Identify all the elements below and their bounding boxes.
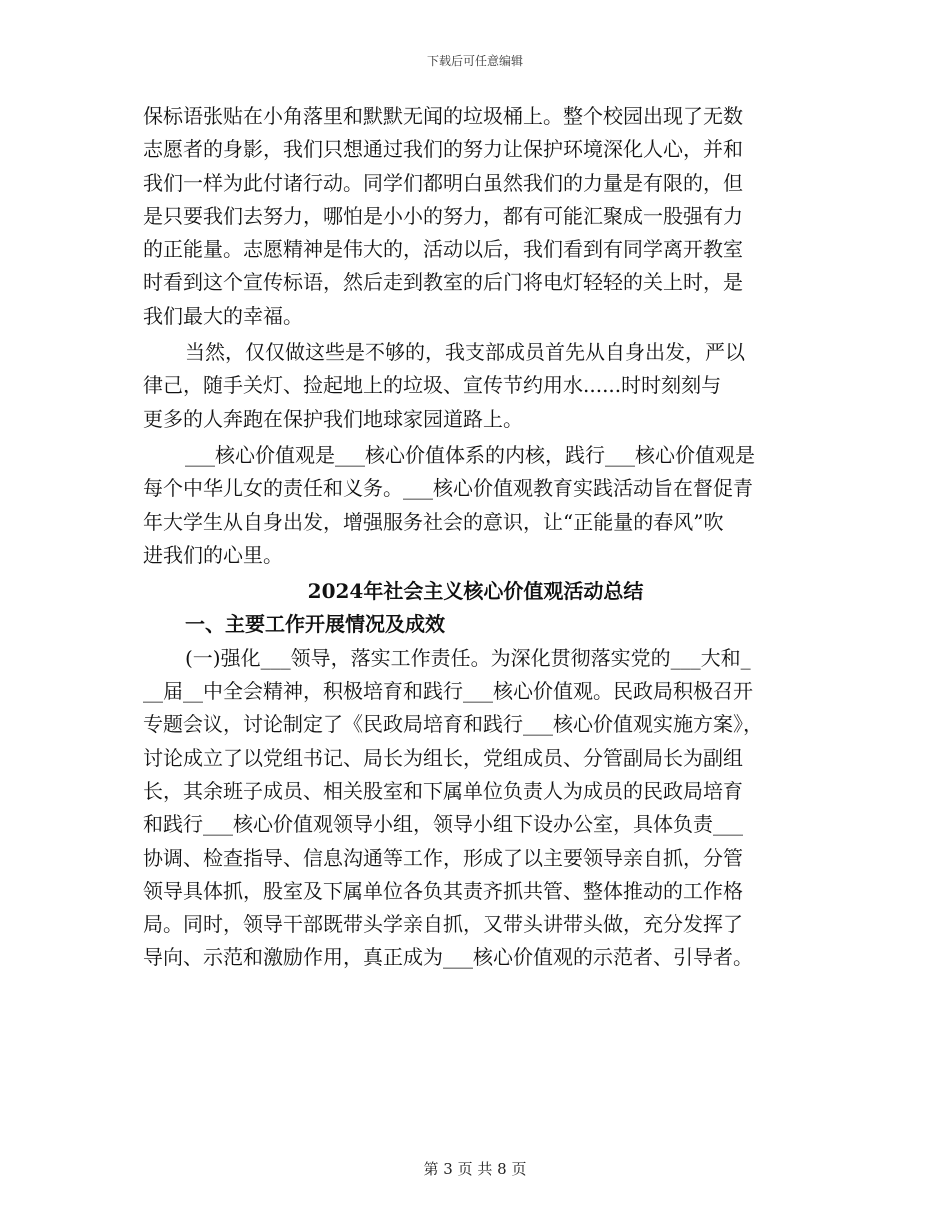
paragraph-3 — [143, 439, 808, 572]
paragraph-line: 专题会议，讨论制定了《民政局培育和践行___核心价值观实施方案》， — [143, 712, 763, 737]
paragraph-line: 导向、示范和激励作用，真正成为___核心价值观的示范者、引导者。 — [143, 945, 753, 970]
paragraph-line: 每个中华儿女的责任和义务。___核心价值观教育实践活动旨在督促青 — [143, 476, 753, 501]
paragraph-line: 和践行___核心价值观领导小组，领导小组下设办公室，具体负责___ — [143, 812, 743, 837]
paragraph-line: (一)强化___领导，落实工作责任。为深化贯彻落实党的___大和_ — [185, 645, 751, 670]
paragraph-line: 时看到这个宣传标语，然后走到教室的后门将电灯轻轻的关上时，是 — [143, 270, 743, 295]
paragraph-line: 的正能量。志愿精神是伟大的，活动以后，我们看到有同学离开教室 — [143, 237, 743, 262]
paragraph-line: 我们一样为此付诸行动。同学们都明白虽然我们的力量是有限的，但 — [143, 170, 743, 195]
page-footer: 第 3 页 共 8 页 — [423, 1160, 527, 1178]
paragraph-2 — [143, 336, 808, 436]
page-header: 下载后可任意编辑 — [426, 54, 523, 68]
paragraph-line: 志愿者的身影，我们只想通过我们的努力让保护环境深化人心，并和 — [143, 137, 743, 162]
paragraph-line: 局。同时，领导干部既带头学亲自抓，又带头讲带头做，充分发挥了 — [143, 912, 743, 937]
paragraph-line: __届__中全会精神，积极培育和践行___核心价值观。民政局积极召开 — [143, 679, 753, 704]
paragraph-line: 年大学生从自身出发，增强服务社会的意识，让“正能量的春风”吹 — [143, 509, 724, 534]
paragraph-line: 讨论成立了以党组书记、局长为组长，党组成员、分管副局长为副组 — [143, 745, 743, 770]
document-title: 2024年社会主义核心价值观活动总结 — [307, 579, 644, 604]
paragraph-line: 当然，仅仅做这些是不够的，我支部成员首先从自身出发，严以 — [185, 340, 745, 365]
paragraph-line: 是只要我们去努力，哪怕是小小的努力，都有可能汇聚成一股强有力 — [143, 203, 743, 228]
section-paragraph — [143, 642, 808, 975]
paragraph-line: ___核心价值观是___核心价值体系的内核，践行___核心价值观是 — [185, 442, 755, 467]
paragraph-line: 长，其余班子成员、相关股室和下属单位负责人为成员的民政局培育 — [143, 778, 743, 803]
paragraph-line: 更多的人奔跑在保护我们地球家园道路上。 — [143, 406, 523, 431]
paragraph-line: 我们最大的幸福。 — [143, 303, 303, 328]
paragraph-line: 保标语张贴在小角落里和默默无闻的垃圾桶上。整个校园出现了无数 — [143, 104, 743, 128]
paragraph-1 — [143, 100, 808, 333]
paragraph-line: 进我们的心里。 — [143, 542, 283, 567]
paragraph-line: 律己，随手关灯、捡起地上的垃圾、宣传节约用水......时时刻刻与 — [143, 373, 722, 398]
paragraph-line: 领导具体抓，股室及下属单位各负其责齐抓共管、整体推动的工作格 — [143, 878, 743, 903]
section-heading: 一、主要工作开展情况及成效 — [185, 612, 445, 637]
paragraph-line: 协调、检查指导、信息沟通等工作，形成了以主要领导亲自抓，分管 — [143, 845, 743, 870]
document-body — [143, 100, 808, 975]
